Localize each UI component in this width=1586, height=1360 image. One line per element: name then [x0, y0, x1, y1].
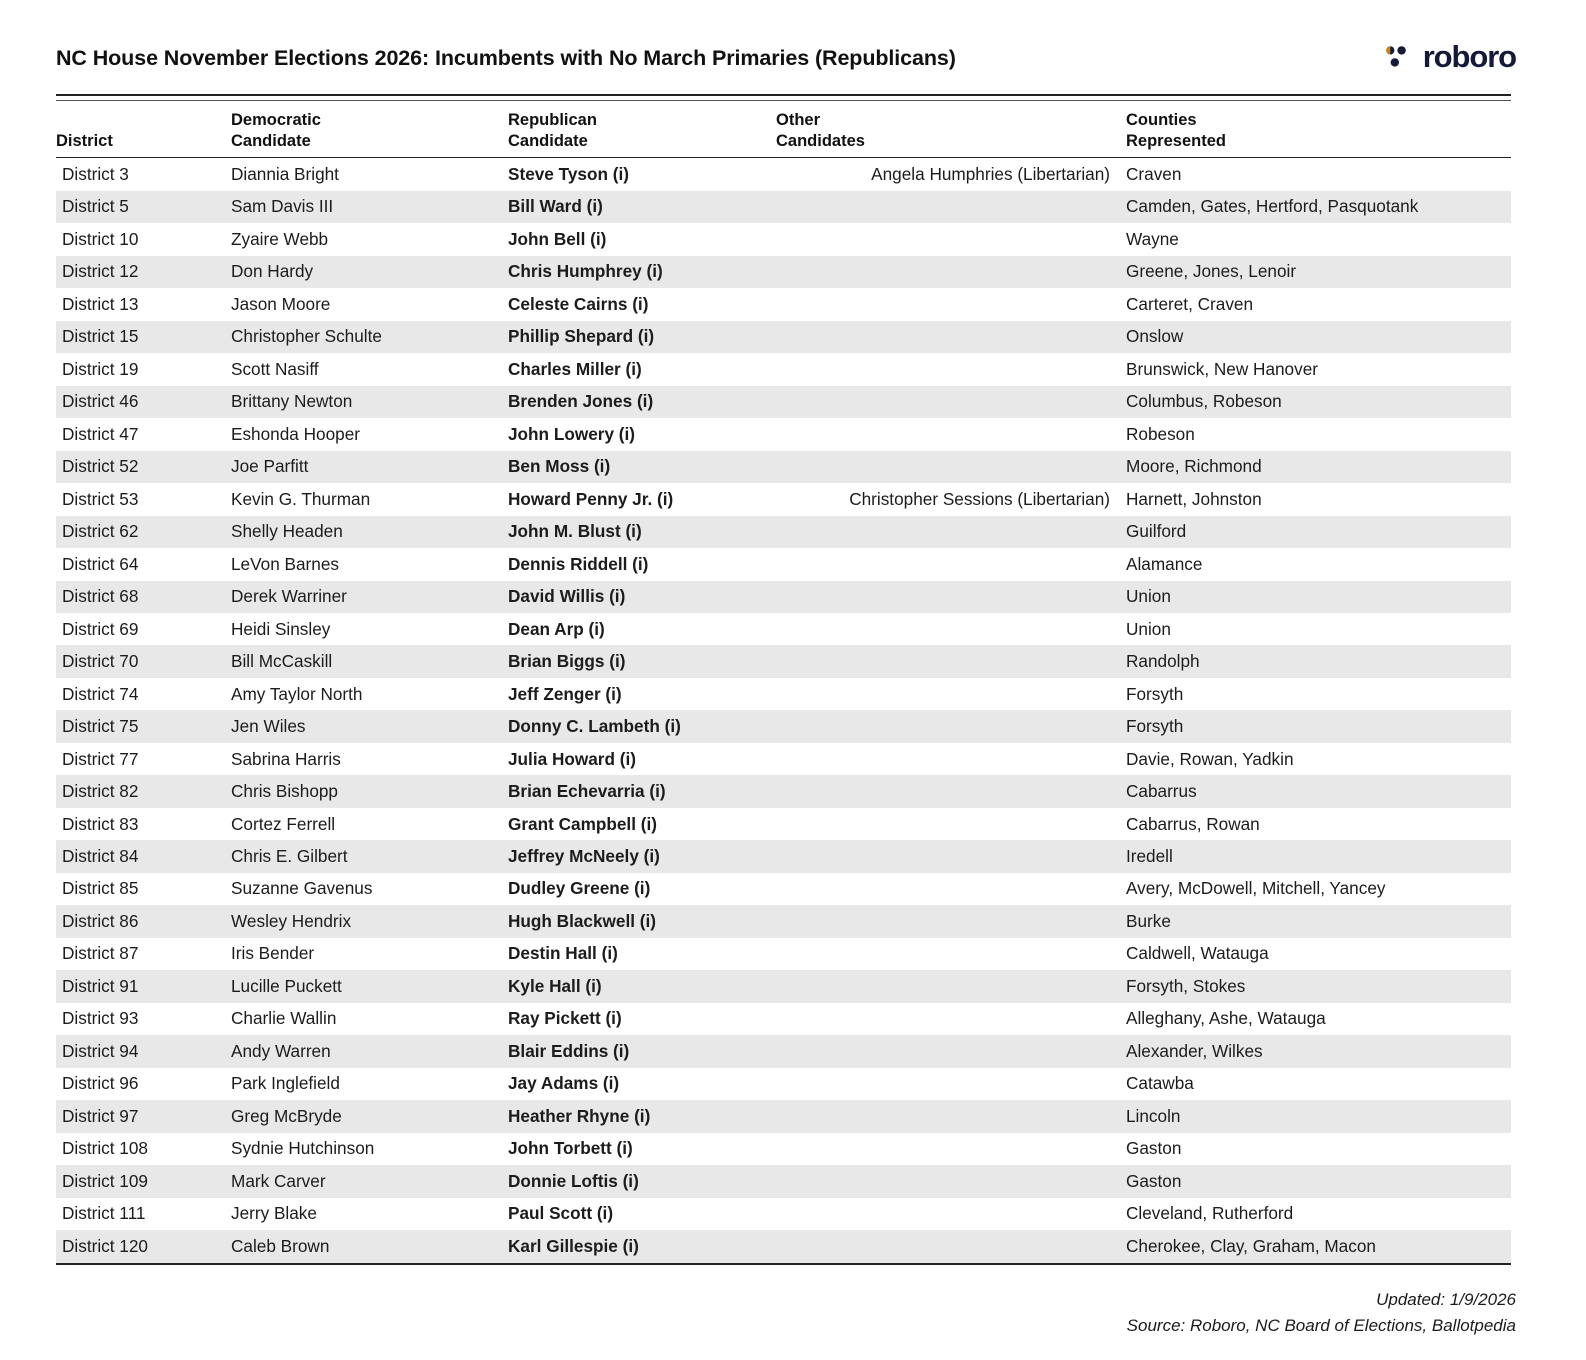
- table-row: [56, 386, 1511, 418]
- table-row: [56, 191, 1511, 223]
- cell-other-candidates: [776, 1035, 1126, 1067]
- cell-counties-represented: Forsyth: [1126, 683, 1184, 704]
- cell-democratic-candidate: Chris E. Gilbert: [231, 840, 508, 872]
- cell-counties-represented: Harnett, Johnston: [1126, 488, 1262, 509]
- cell-other-candidates: [776, 451, 1126, 483]
- table-row: [56, 1133, 1511, 1165]
- table-row: [56, 516, 1511, 548]
- cell-democratic-candidate: Bill McCaskill: [231, 645, 508, 677]
- table-header-row: [56, 101, 1511, 158]
- cell-counties-represented: Wayne: [1126, 228, 1179, 249]
- cell-republican-candidate: Charles Miller (i): [508, 358, 642, 379]
- cell-other-candidates: [776, 321, 1126, 353]
- cell-counties-represented: Lincoln: [1126, 1100, 1511, 1132]
- header-line-2: District: [56, 132, 113, 151]
- cell-republican-candidate: David Willis (i): [508, 581, 776, 613]
- cell-other-candidates: [776, 808, 1126, 840]
- cell-other-candidates: [776, 905, 1126, 937]
- cell-other-candidates: [776, 938, 1126, 970]
- cell-republican-candidate: Jeff Zenger (i): [508, 683, 622, 704]
- cell-district: District 96: [62, 1073, 139, 1094]
- header-line-2: Candidate: [508, 132, 588, 151]
- cell-counties-represented: Gaston: [1126, 1165, 1511, 1197]
- cell-republican-candidate: Dean Arp (i): [508, 618, 605, 639]
- source-note: Source: Roboro, NC Board of Elections, Ballotpedia: [1126, 1316, 1516, 1336]
- cell-democratic-candidate: Scott Nasiff: [231, 358, 319, 379]
- cell-democratic-candidate: Christopher Schulte: [231, 321, 508, 353]
- table-row: [56, 1035, 1511, 1067]
- cell-counties-represented: Burke: [1126, 905, 1511, 937]
- cell-democratic-candidate: Park Inglefield: [231, 1073, 340, 1094]
- cell-counties-represented: Alexander, Wilkes: [1126, 1035, 1511, 1067]
- cell-democratic-candidate: Sabrina Harris: [231, 748, 341, 769]
- cell-district: District 13: [62, 293, 139, 314]
- cell-district: District 108: [62, 1138, 148, 1159]
- cell-counties-represented: Union: [1126, 618, 1171, 639]
- cell-district: District 87: [62, 943, 139, 964]
- cell-democratic-candidate: Jen Wiles: [231, 710, 508, 742]
- cell-other-candidates: [776, 1198, 1126, 1230]
- cell-democratic-candidate: Sydnie Hutchinson: [231, 1138, 375, 1159]
- cell-other-candidates: [776, 645, 1126, 677]
- table-row: [56, 873, 1511, 905]
- cell-other-candidates: [776, 223, 1126, 255]
- table-row: [56, 710, 1511, 742]
- cell-democratic-candidate: Shelly Headen: [231, 516, 508, 548]
- cell-democratic-candidate: Diannia Bright: [231, 163, 339, 184]
- cell-counties-represented: Cabarrus, Rowan: [1126, 813, 1260, 834]
- cell-district: District 46: [56, 386, 231, 418]
- cell-district: District 86: [56, 905, 231, 937]
- cell-democratic-candidate: Greg McBryde: [231, 1100, 508, 1132]
- table-row: [56, 483, 1511, 515]
- table-row: [56, 613, 1511, 645]
- cell-district: District 10: [62, 228, 139, 249]
- cell-republican-candidate: Heather Rhyne (i): [508, 1100, 776, 1132]
- cell-other-candidates: [776, 516, 1126, 548]
- table-row: [56, 775, 1511, 807]
- cell-other-candidates: [776, 775, 1126, 807]
- cell-other-candidates: [776, 840, 1126, 872]
- cell-counties-represented: Guilford: [1126, 516, 1511, 548]
- table-row: [56, 223, 1511, 255]
- table-row: [56, 451, 1511, 483]
- cell-district: District 15: [56, 321, 231, 353]
- header-line-1: Republican: [508, 111, 597, 129]
- cell-democratic-candidate: Amy Taylor North: [231, 683, 363, 704]
- cell-democratic-candidate: Sam Davis III: [231, 191, 508, 223]
- cell-republican-candidate: Julia Howard (i): [508, 748, 636, 769]
- cell-district: District 52: [56, 451, 231, 483]
- cell-republican-candidate: Destin Hall (i): [508, 943, 618, 964]
- cell-district: District 84: [56, 840, 231, 872]
- cell-district: District 120: [56, 1230, 231, 1263]
- cell-republican-candidate: Bill Ward (i): [508, 191, 776, 223]
- cell-republican-candidate: Phillip Shepard (i): [508, 321, 776, 353]
- cell-democratic-candidate: Jerry Blake: [231, 1203, 317, 1224]
- cell-democratic-candidate: Joe Parfitt: [231, 451, 508, 483]
- cell-counties-represented: Columbus, Robeson: [1126, 386, 1511, 418]
- cell-district: District 68: [56, 581, 231, 613]
- cell-counties-represented: Cleveland, Rutherford: [1126, 1203, 1294, 1224]
- cell-other-candidates: [776, 743, 1126, 775]
- updated-date: Updated: 1/9/2026: [1376, 1289, 1516, 1309]
- cell-democratic-candidate: Derek Warriner: [231, 581, 508, 613]
- cell-republican-candidate: Hugh Blackwell (i): [508, 905, 776, 937]
- table-row: [56, 970, 1511, 1002]
- cell-other-candidates: [776, 548, 1126, 580]
- cell-district: District 91: [56, 970, 231, 1002]
- cell-democratic-candidate: Don Hardy: [231, 256, 508, 288]
- cell-other-candidates: [776, 353, 1126, 385]
- cell-district: District 70: [56, 645, 231, 677]
- table-row: [56, 743, 1511, 775]
- cell-republican-candidate: John Lowery (i): [508, 423, 636, 444]
- cell-republican-candidate: Brenden Jones (i): [508, 386, 776, 418]
- table-row: [56, 645, 1511, 677]
- cell-democratic-candidate: Chris Bishopp: [231, 775, 508, 807]
- cell-district: District 47: [62, 423, 139, 444]
- header-line-2: Candidates: [776, 132, 865, 151]
- cell-republican-candidate: Blair Eddins (i): [508, 1035, 776, 1067]
- cell-counties-represented: Craven: [1126, 163, 1182, 184]
- table-row: [56, 581, 1511, 613]
- cell-counties-represented: Catawba: [1126, 1073, 1194, 1094]
- cell-republican-candidate: Grant Campbell (i): [508, 813, 657, 834]
- cell-counties-represented: Alamance: [1126, 553, 1203, 574]
- table-row: [56, 1068, 1511, 1100]
- cell-district: District 12: [56, 256, 231, 288]
- table-row: [56, 840, 1511, 872]
- cell-other-candidates: [776, 191, 1126, 223]
- cell-counties-represented: Iredell: [1126, 840, 1511, 872]
- cell-democratic-candidate: LeVon Barnes: [231, 553, 339, 574]
- cell-other-candidates: [776, 970, 1126, 1002]
- cell-district: District 53: [62, 488, 139, 509]
- table-row: [56, 938, 1511, 970]
- cell-republican-candidate: Donnie Loftis (i): [508, 1165, 776, 1197]
- cell-democratic-candidate: Mark Carver: [231, 1165, 508, 1197]
- cell-other-candidates: [776, 581, 1126, 613]
- cell-other-candidates: Christopher Sessions (Libertarian): [849, 488, 1110, 509]
- cell-republican-candidate: Jay Adams (i): [508, 1073, 620, 1094]
- cell-district: District 94: [56, 1035, 231, 1067]
- cell-counties-represented: Randolph: [1126, 645, 1511, 677]
- cell-republican-candidate: Howard Penny Jr. (i): [508, 488, 674, 509]
- cell-other-candidates: [776, 1230, 1126, 1263]
- cell-district: District 83: [62, 813, 139, 834]
- cell-counties-represented: Onslow: [1126, 321, 1511, 353]
- cell-district: District 64: [62, 553, 139, 574]
- cell-district: District 77: [62, 748, 139, 769]
- cell-counties-represented: Alleghany, Ashe, Watauga: [1126, 1008, 1326, 1029]
- table-row: [56, 158, 1511, 191]
- cell-district: District 19: [62, 358, 139, 379]
- cell-counties-represented: Cabarrus: [1126, 775, 1511, 807]
- table-row: [56, 288, 1511, 320]
- page-title: NC House November Elections 2026: Incumbents with No March Primaries (Republicans): [56, 46, 956, 70]
- table-row: [56, 256, 1511, 288]
- cell-republican-candidate: Chris Humphrey (i): [508, 256, 776, 288]
- cell-counties-represented: Carteret, Craven: [1126, 293, 1254, 314]
- cell-republican-candidate: John M. Blust (i): [508, 516, 776, 548]
- cell-counties-represented: Union: [1126, 581, 1511, 613]
- cell-republican-candidate: Brian Biggs (i): [508, 645, 776, 677]
- cell-republican-candidate: John Torbett (i): [508, 1138, 633, 1159]
- cell-district: District 82: [56, 775, 231, 807]
- cell-democratic-candidate: Cortez Ferrell: [231, 813, 336, 834]
- table-header: [56, 95, 1511, 158]
- cell-other-candidates: [776, 873, 1126, 905]
- cell-democratic-candidate: Suzanne Gavenus: [231, 878, 373, 899]
- roboro-logo: [1384, 39, 1530, 74]
- cell-district: District 69: [62, 618, 139, 639]
- cell-other-candidates: [776, 1165, 1126, 1197]
- cell-democratic-candidate: Iris Bender: [231, 943, 315, 964]
- cell-counties-represented: Moore, Richmond: [1126, 451, 1511, 483]
- table-row: [56, 905, 1511, 937]
- table-row: [56, 1100, 1511, 1132]
- roboro-dots-icon: [1384, 41, 1414, 71]
- cell-other-candidates: [776, 1100, 1126, 1132]
- cell-other-candidates: [776, 678, 1126, 710]
- cell-district: District 109: [56, 1165, 231, 1197]
- cell-republican-candidate: Jeffrey McNeely (i): [508, 840, 776, 872]
- cell-republican-candidate: Dennis Riddell (i): [508, 553, 649, 574]
- table-row: [56, 321, 1511, 353]
- table-row: [56, 548, 1511, 580]
- cell-republican-candidate: Celeste Cairns (i): [508, 293, 649, 314]
- header-line-1: Counties: [1126, 111, 1197, 129]
- cell-democratic-candidate: Brittany Newton: [231, 386, 508, 418]
- cell-other-candidates: [776, 418, 1126, 450]
- cell-district: District 97: [56, 1100, 231, 1132]
- cell-other-candidates: [776, 710, 1126, 742]
- cell-republican-candidate: Ben Moss (i): [508, 451, 776, 483]
- cell-district: District 74: [62, 683, 139, 704]
- column-header-counties-represented: [1126, 101, 1511, 158]
- table-row: [56, 1198, 1511, 1230]
- column-header-other-candidates: [776, 101, 1126, 158]
- table-row: [56, 353, 1511, 385]
- cell-other-candidates: [776, 613, 1126, 645]
- cell-other-candidates: [776, 288, 1126, 320]
- cell-democratic-candidate: Andy Warren: [231, 1035, 508, 1067]
- cell-republican-candidate: Steve Tyson (i): [508, 163, 629, 184]
- cell-other-candidates: Angela Humphries (Libertarian): [871, 163, 1110, 184]
- cell-counties-represented: Forsyth: [1126, 710, 1511, 742]
- cell-republican-candidate: Donny C. Lambeth (i): [508, 710, 776, 742]
- cell-republican-candidate: Paul Scott (i): [508, 1203, 614, 1224]
- cell-counties-represented: Greene, Jones, Lenoir: [1126, 256, 1511, 288]
- cell-other-candidates: [776, 1133, 1126, 1165]
- cell-other-candidates: [776, 1068, 1126, 1100]
- table-row: [56, 678, 1511, 710]
- table-row: [56, 808, 1511, 840]
- header-line-2: Candidate: [231, 132, 311, 151]
- elections-table: [56, 94, 1511, 1265]
- cell-democratic-candidate: Heidi Sinsley: [231, 618, 331, 639]
- cell-district: District 111: [62, 1203, 146, 1224]
- cell-counties-represented: Robeson: [1126, 423, 1195, 444]
- cell-democratic-candidate: Lucille Puckett: [231, 970, 508, 1002]
- header-line-1: Democratic: [231, 111, 321, 129]
- column-header-democratic-candidate: [231, 101, 508, 158]
- cell-district: District 93: [62, 1008, 139, 1029]
- header-line-1: Other: [776, 111, 821, 129]
- table-body: [56, 158, 1511, 1264]
- cell-other-candidates: [776, 256, 1126, 288]
- cell-counties-represented: Forsyth, Stokes: [1126, 970, 1511, 1002]
- table-row: [56, 418, 1511, 450]
- cell-democratic-candidate: Wesley Hendrix: [231, 905, 508, 937]
- cell-district: District 62: [56, 516, 231, 548]
- cell-counties-represented: Avery, McDowell, Mitchell, Yancey: [1126, 878, 1386, 899]
- cell-republican-candidate: Kyle Hall (i): [508, 970, 776, 1002]
- table-row: [56, 1230, 1511, 1263]
- cell-district: District 75: [56, 710, 231, 742]
- cell-republican-candidate: Karl Gillespie (i): [508, 1230, 776, 1263]
- header-line-2: Represented: [1126, 132, 1226, 151]
- cell-counties-represented: Brunswick, New Hanover: [1126, 358, 1318, 379]
- cell-democratic-candidate: Eshonda Hooper: [231, 423, 360, 444]
- cell-democratic-candidate: Caleb Brown: [231, 1230, 508, 1263]
- cell-counties-represented: Davie, Rowan, Yadkin: [1126, 748, 1294, 769]
- cell-counties-represented: Cherokee, Clay, Graham, Macon: [1126, 1230, 1511, 1263]
- cell-counties-represented: Camden, Gates, Hertford, Pasquotank: [1126, 191, 1511, 223]
- cell-democratic-candidate: Jason Moore: [231, 293, 331, 314]
- column-header-republican-candidate: [508, 101, 776, 158]
- cell-counties-represented: Caldwell, Watauga: [1126, 943, 1269, 964]
- column-header-district: [56, 101, 231, 158]
- cell-republican-candidate: Brian Echevarria (i): [508, 775, 776, 807]
- cell-republican-candidate: Dudley Greene (i): [508, 878, 651, 899]
- table-row: [56, 1165, 1511, 1197]
- cell-counties-represented: Gaston: [1126, 1138, 1182, 1159]
- page-footer: [56, 1287, 1530, 1340]
- cell-democratic-candidate: Zyaire Webb: [231, 228, 329, 249]
- cell-republican-candidate: John Bell (i): [508, 228, 607, 249]
- cell-district: District 85: [62, 878, 139, 899]
- table-row: [56, 1003, 1511, 1035]
- cell-democratic-candidate: Charlie Wallin: [231, 1008, 337, 1029]
- cell-other-candidates: [776, 386, 1126, 418]
- cell-district: District 5: [56, 191, 231, 223]
- cell-other-candidates: [776, 1003, 1126, 1035]
- cell-republican-candidate: Ray Pickett (i): [508, 1008, 622, 1029]
- cell-district: District 3: [62, 163, 129, 184]
- cell-democratic-candidate: Kevin G. Thurman: [231, 488, 371, 509]
- page-header: [56, 0, 1530, 86]
- brand-name: roboro: [1422, 39, 1516, 74]
